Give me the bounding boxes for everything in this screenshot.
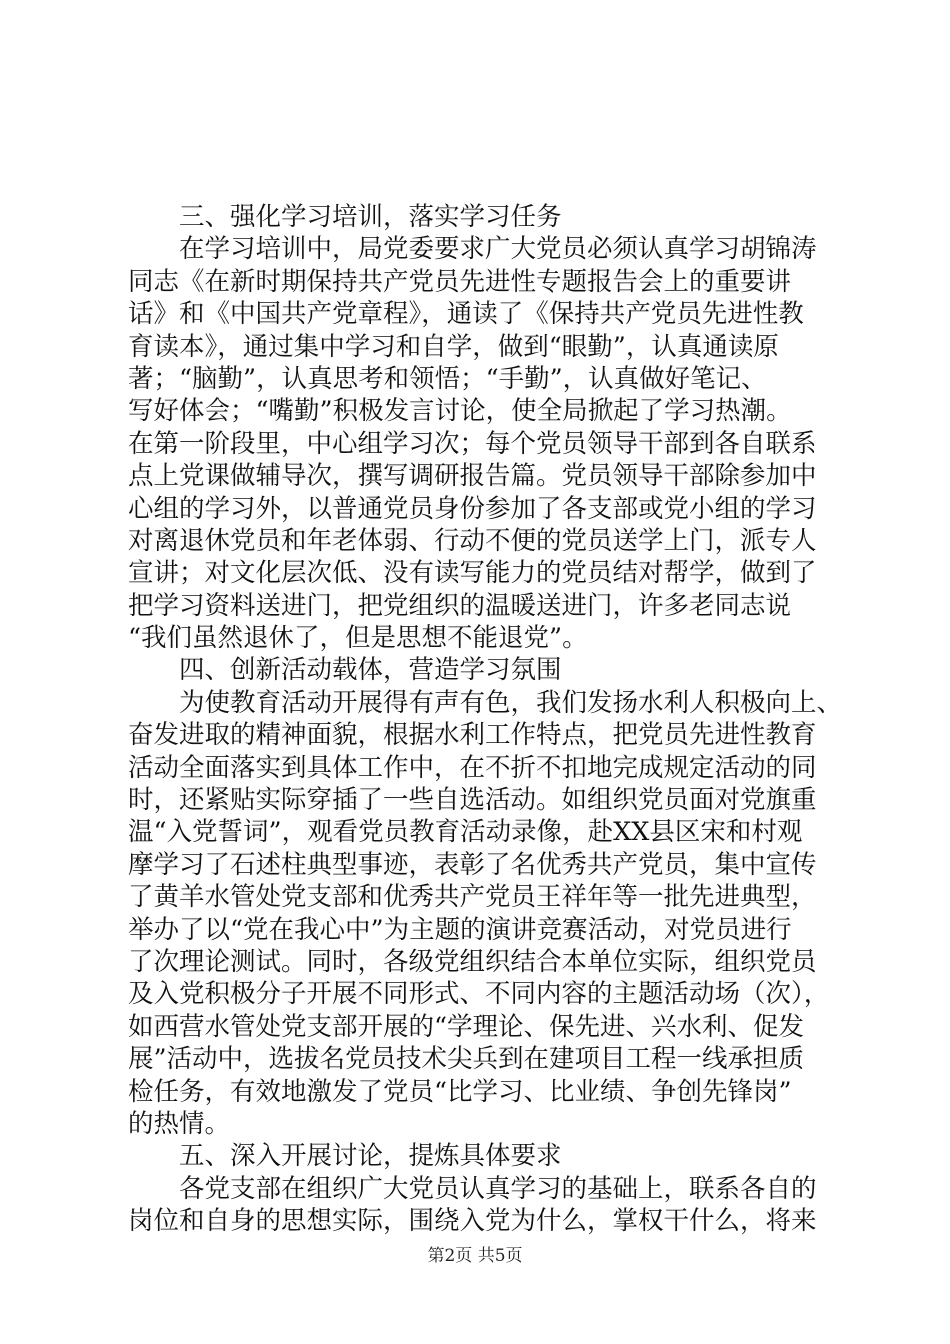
- document-body: [128, 201, 843, 1238]
- text-line: 岗位和自身的思想实际，围绕入党为什么，掌权干什么，将来: [128, 1206, 817, 1237]
- text-line: 摩学习了石述柱典型事迹，表彰了名优秀共产党员，集中宣传: [128, 849, 817, 880]
- text-line: “我们虽然退休了，但是思想不能退党”。: [128, 623, 588, 654]
- text-line: 五、深入开展讨论，提炼具体要求: [179, 1141, 562, 1172]
- text-line: 写好体会；“嘴勤”积极发言讨论，使全局掀起了学习热潮。: [128, 396, 792, 427]
- text-line: 举办了以“党在我心中”为主题的演讲竞赛活动，对党员进行: [128, 914, 792, 945]
- text-line: 为使教育活动开展得有声有色，我们发扬水利人积极向上、: [179, 687, 843, 718]
- text-line: 点上党课做辅导次，撰写调研报告篇。党员领导干部除参加中: [128, 461, 817, 492]
- text-line: 育读本》，通过集中学习和自学，做到“眼勤”，认真通读原: [128, 331, 779, 362]
- text-line: 如西营水管处党支部开展的“学理论、保先进、兴水利、促发: [128, 1011, 805, 1042]
- text-line: 及入党积极分子开展不同形式、不同内容的主题活动场（次），: [128, 979, 830, 1010]
- text-line: 四、创新活动载体，营造学习氛围: [179, 655, 562, 686]
- text-line: 检任务，有效地激发了党员“比学习、比业绩、争创先锋岗”: [128, 1076, 792, 1107]
- text-line: 在学习培训中，局党委要求广大党员必须认真学习胡锦涛: [179, 234, 817, 265]
- page-footer: 第2页 共5页: [427, 1246, 523, 1266]
- text-line: 话》和《中国共产党章程》，通读了《保持共产党员先进性教: [128, 299, 804, 330]
- text-line: 的热情。: [128, 1108, 231, 1139]
- text-line: 温“入党誓词”，观看党员教育活动录像，赴XX县区宋和村观: [128, 817, 803, 848]
- text-line: 同志《在新时期保持共产党员先进性专题报告会上的重要讲: [128, 266, 792, 297]
- text-line: 对离退休党员和年老体弱、行动不便的党员送学上门，派专人: [128, 525, 817, 556]
- text-line: 著；“脑勤”，认真思考和领悟；“手勤”，认真做好笔记、: [128, 363, 767, 394]
- text-line: 时，还紧贴实际穿插了一些自选活动。如组织党员面对党旗重: [128, 785, 817, 816]
- text-line: 心组的学习外，以普通党员身份参加了各支部或党小组的学习: [128, 493, 817, 524]
- text-line: 展”活动中，选拔名党员技术尖兵到在建项目工程一线承担质: [128, 1044, 805, 1075]
- text-line: 在第一阶段里，中心组学习次；每个党员领导干部到各自联系: [128, 428, 817, 459]
- text-line: 了黄羊水管处党支部和优秀共产党员王祥年等一批先进典型，: [128, 882, 817, 913]
- text-line: 把学习资料送进门，把党组织的温暖送进门，许多老同志说: [128, 590, 792, 621]
- text-line: 奋发进取的精神面貌，根据水利工作特点，把党员先进性教育: [128, 720, 817, 751]
- text-line: 宣讲；对文化层次低、没有读写能力的党员结对帮学，做到了: [128, 558, 817, 589]
- text-line: 三、强化学习培训，落实学习任务: [179, 202, 562, 232]
- text-line: 各党支部在组织广大党员认真学习的基础上，联系各自的: [179, 1173, 817, 1204]
- text-line: 了次理论测试。同时，各级党组织结合本单位实际，组织党员: [128, 946, 817, 977]
- text-line: 活动全面落实到具体工作中，在不折不扣地完成规定活动的同: [128, 752, 817, 783]
